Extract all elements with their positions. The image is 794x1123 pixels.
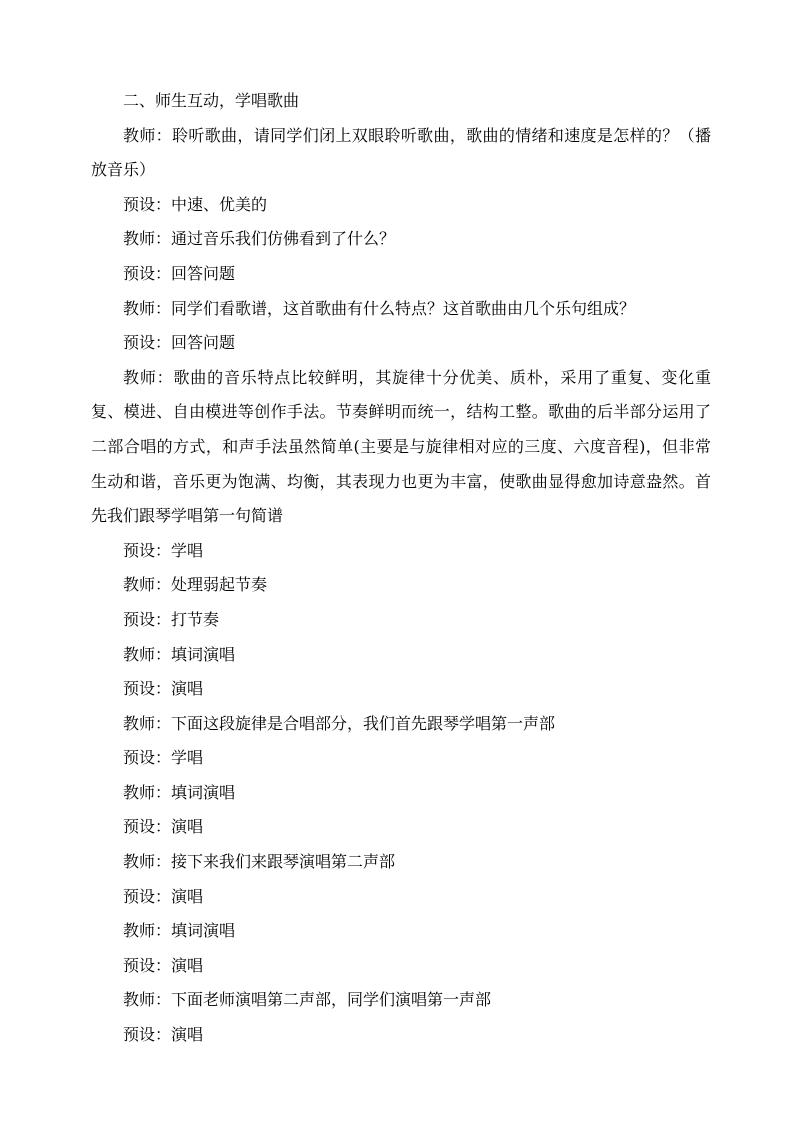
teacher-line: 教师：填词演唱 [123,644,236,664]
document-page [91,84,711,1053]
teacher-line: 教师：聆听歌曲，请同学们闭上双眼聆听歌曲，歌曲的情绪和速度是怎样的？（播放音乐） [91,125,711,180]
teacher-line: 教师：填词演唱 [123,782,236,802]
preset-line: 预设：打节奏 [123,609,220,629]
preset-line: 预设：演唱 [123,817,204,837]
preset-line: 预设：演唱 [123,679,204,699]
preset-line: 预设：回答问题 [123,263,236,283]
preset-line: 预设：演唱 [123,1025,204,1045]
section-heading: 二、师生互动，学唱歌曲 [123,91,300,110]
teacher-line: 教师：通过音乐我们仿佛看到了什么？ [123,229,396,249]
teacher-line: 教师：处理弱起节奏 [123,575,268,595]
preset-line: 预设：演唱 [123,886,204,906]
teacher-line: 教师：同学们看歌谱，这首歌曲有什么特点？这首歌曲由几个乐句组成？ [123,298,636,318]
teacher-line: 教师：填词演唱 [123,921,236,941]
preset-line: 预设：中速、优美的 [123,194,268,214]
preset-line: 预设：学唱 [123,540,204,560]
teacher-line: 教师：歌曲的音乐特点比较鲜明，其旋律十分优美、质朴，采用了重复、变化重复、模进、自由模进等创作手法。节奏鲜明而统一，结构工整。歌曲的后半部分运用了二部合唱的方式，和声手法虽然简单(主要是与旋律相对应的三度、六度音程)，但非常生动和谐，音乐更为饱满、均衡，其表现力也更为丰富，使歌曲显得愈加诗意盎然。首先我们跟琴学唱第一句简谱 [91,367,711,526]
preset-line: 预设：回答问题 [123,333,236,353]
preset-line: 预设：演唱 [123,955,204,975]
teacher-line: 教师：下面这段旋律是合唱部分，我们首先跟琴学唱第一声部 [123,713,556,733]
teacher-line: 教师：下面老师演唱第二声部，同学们演唱第一声部 [123,990,492,1010]
teacher-line: 教师：接下来我们来跟琴演唱第二声部 [123,852,396,872]
preset-line: 预设：学唱 [123,748,204,768]
